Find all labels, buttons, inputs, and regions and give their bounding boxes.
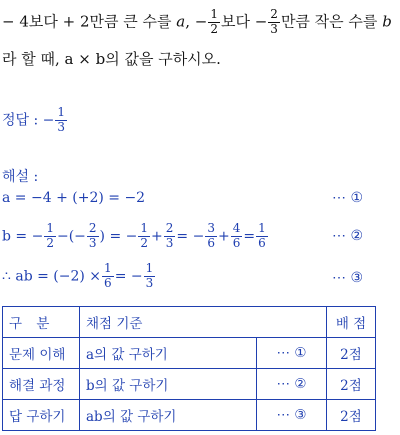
fraction: $\frac{1}{2}$ <box>46 221 54 250</box>
row-criterion: ab의 값 구하기 <box>80 400 257 431</box>
header-category: 구 분 <box>3 307 80 338</box>
answer <box>2 106 68 135</box>
fraction-half: $\frac{1}{2}$ <box>210 7 218 36</box>
header-criterion: 채점 기준 <box>80 307 327 338</box>
explanation-step-3: ∴ ab = (−2) × $\frac{1}{6}$ = − $\frac{1}{3}$ <box>2 261 154 290</box>
explanation-step-2: b = − $\frac{1}{2}$ −(− $\frac{2}{3}$ ) = − $\frac{1}{2}$ + $\frac{2}{3}$ = − $\frac{3}{6}$ + $\frac{4}{6}$ = $\frac{1}{6}$ <box>2 221 266 250</box>
answer-label: 정답 : − <box>2 112 55 129</box>
step-1-mark: ⋯ ① <box>332 190 364 206</box>
rubric-header-row <box>3 307 376 338</box>
step-2-mark: ⋯ ② <box>332 228 364 244</box>
variable-a: a <box>176 12 186 31</box>
question-text-4: 만큼 작은 수를 <box>280 12 383 31</box>
row-mark: ⋯ ③ <box>257 400 327 431</box>
question-text-2: , − <box>185 12 208 31</box>
step-3-mark: ⋯ ③ <box>332 270 364 286</box>
fraction: $\frac{2}{3}$ <box>165 221 174 250</box>
explanation-label: 해설 : <box>2 169 39 185</box>
question-text-3: 보다 − <box>220 12 268 31</box>
row-score: 2점 <box>327 400 376 431</box>
question-line-2: 라 할 때, a × b의 값을 구하시오. <box>2 50 221 68</box>
variable-b: b <box>382 12 392 31</box>
row-mark: ⋯ ① <box>257 338 327 369</box>
row-score: 2점 <box>327 338 376 369</box>
fraction: $\frac{1}{3}$ <box>145 261 154 290</box>
answer-fraction: $\frac{1}{3}$ <box>57 105 66 134</box>
row-score: 2점 <box>327 369 376 400</box>
fraction: $\frac{1}{6}$ <box>104 261 112 290</box>
row-mark: ⋯ ② <box>257 369 327 400</box>
row-criterion: a의 값 구하기 <box>80 338 257 369</box>
header-score: 배 점 <box>327 307 376 338</box>
fraction: $\frac{4}{6}$ <box>232 221 241 250</box>
explanation-step-1: a = −4 + (+2) = −2 <box>2 190 146 206</box>
fraction: $\frac{1}{2}$ <box>140 221 149 250</box>
fraction: $\frac{2}{3}$ <box>88 221 97 250</box>
fraction-two-thirds: $\frac{2}{3}$ <box>270 7 278 36</box>
row-category: 문제 이해 <box>3 338 80 369</box>
table-row <box>3 338 376 369</box>
fraction: $\frac{1}{6}$ <box>258 221 266 250</box>
row-category: 답 구하기 <box>3 400 80 431</box>
row-criterion: b의 값 구하기 <box>80 369 257 400</box>
table-row <box>3 369 376 400</box>
table-row <box>3 400 376 431</box>
question-line-1 <box>2 8 392 37</box>
fraction: $\frac{3}{6}$ <box>207 221 215 250</box>
rubric-table <box>2 306 376 431</box>
question-text-1: − 4보다 + 2만큼 큰 수를 <box>2 12 177 31</box>
row-category: 해결 과정 <box>3 369 80 400</box>
